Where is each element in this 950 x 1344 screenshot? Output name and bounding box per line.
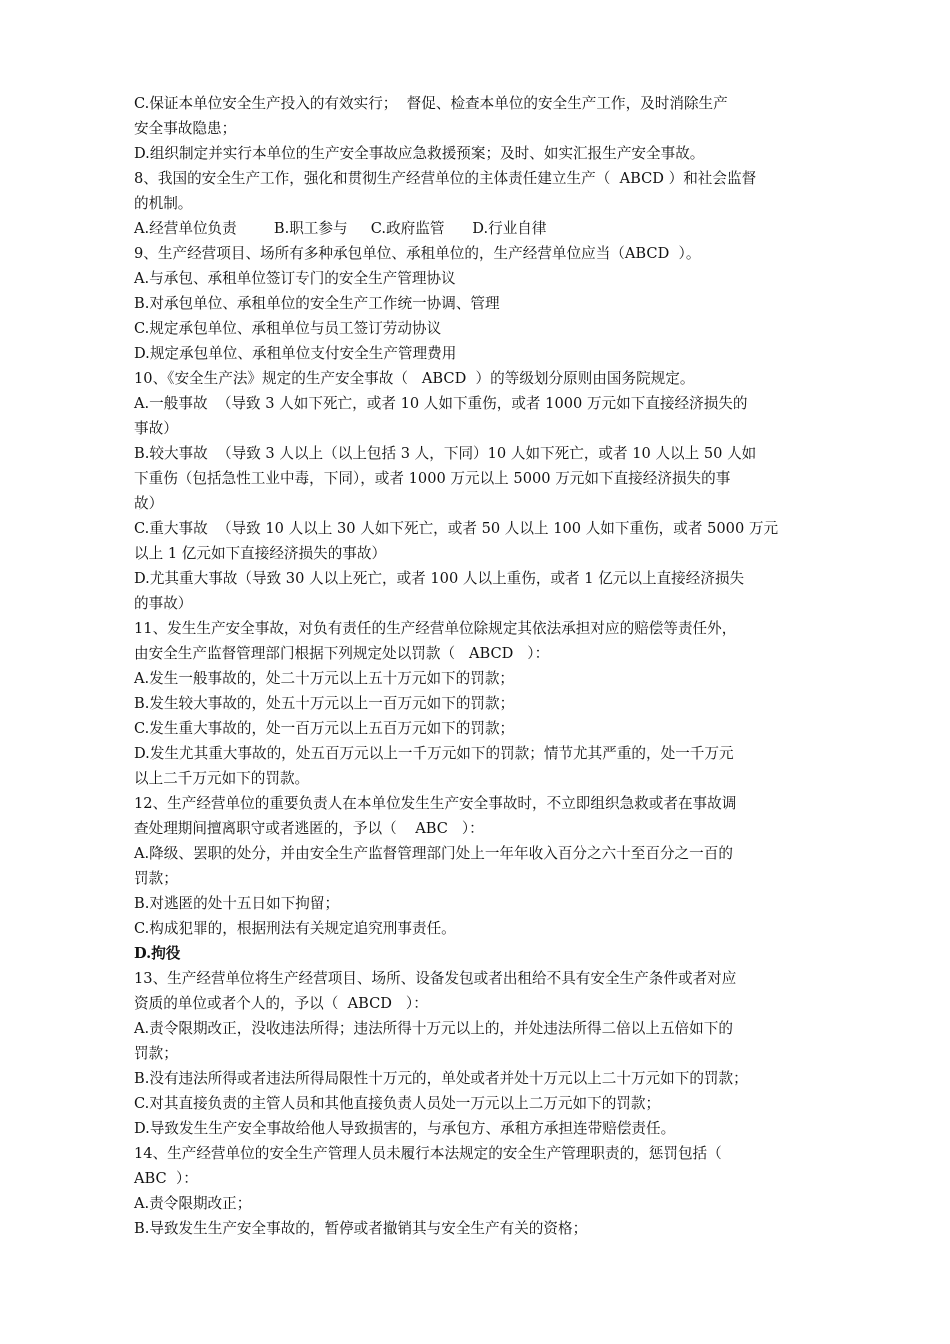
text-line: A.责令限期改正； bbox=[134, 1195, 252, 1212]
text-line: C.发生重大事故的，处一百万元以上五百万元如下的罚款； bbox=[134, 720, 515, 737]
question-10-line: 10、《安全生产法》规定的生产安全事故（ ABCD ）的等级划分原则由国务院规定。 bbox=[134, 370, 695, 387]
text-line: A.责令限期改正，没收违法所得；违法所得十万元以上的，并处违法所得二倍以上五倍如下的 bbox=[134, 1020, 733, 1037]
text-line: 事故） bbox=[134, 420, 178, 437]
question-13-line: 13、生产经营单位将生产经营项目、场所、设备发包或者出租给不具有安全生产条件或者对应 bbox=[134, 970, 737, 987]
text-line: B.较大事故 （导致 3 人以上（以上包括 3 人，下同）10 人如下死亡，或者 10 人以上 50 人如 bbox=[134, 445, 757, 462]
text-line: C.构成犯罪的，根据刑法有关规定追究刑事责任。 bbox=[134, 920, 456, 937]
question-9-line: 9、生产经营项目、场所有多种承包单位、承租单位的，生产经营单位应当（ABCD ）。 bbox=[134, 245, 701, 262]
text-line: D.尤其重大事故（导致 30 人以上死亡，或者 100 人以上重伤，或者 1 亿元以上直接经济损失 bbox=[134, 570, 745, 587]
text-line: C.重大事故 （导致 10 人以上 30 人如下死亡，或者 50 人以上 100 人如下重伤，或者 5000 万元 bbox=[134, 520, 779, 537]
text-line: A.经营单位负责 B.职工参与 C.政府监管 D.行业自律 bbox=[134, 220, 547, 237]
question-8-line: 8、我国的安全生产工作，强化和贯彻生产经营单位的主体责任建立生产（ ABCD ）和社会监督 bbox=[134, 170, 757, 187]
text-line: 由安全生产监督管理部门根据下列规定处以罚款（ ABCD ）： bbox=[134, 645, 550, 662]
text-line: B.发生较大事故的，处五十万元以上一百万元如下的罚款； bbox=[134, 695, 515, 712]
text-line: B.对承包单位、承租单位的安全生产工作统一协调、管理 bbox=[134, 295, 500, 312]
text-line: B.导致发生生产安全事故的，暂停或者撤销其与安全生产有关的资格； bbox=[134, 1220, 588, 1237]
text-line: 安全事故隐患； bbox=[134, 120, 237, 137]
text-line: 故） bbox=[134, 495, 164, 512]
text-line: D.导致发生生产安全事故给他人导致损害的，与承包方、承租方承担连带赔偿责任。 bbox=[134, 1120, 676, 1137]
text-line: C.规定承包单位、承租单位与员工签订劳动协议 bbox=[134, 320, 442, 337]
question-11-line: 11、发生生产安全事故，对负有责任的生产经营单位除规定其依法承担对应的赔偿等责任外， bbox=[134, 620, 737, 637]
text-line: B.对逃匿的处十五日如下拘留； bbox=[134, 895, 340, 912]
text-line: 的机制。 bbox=[134, 195, 193, 212]
text-line: B.没有违法所得或者违法所得局限性十万元的，单处或者并处十万元以上二十万元如下的罚款； bbox=[134, 1070, 748, 1087]
question-14-line: 14、生产经营单位的安全生产管理人员未履行本法规定的安全生产管理职责的，惩罚包括（ bbox=[134, 1145, 722, 1162]
document-page bbox=[134, 91, 834, 1241]
text-line: D.规定承包单位、承租单位支付安全生产管理费用 bbox=[134, 345, 457, 362]
text-line: A.与承包、承租单位签订专门的安全生产管理协议 bbox=[134, 270, 456, 287]
text-line: 的事故） bbox=[134, 595, 193, 612]
text-line: 以上 1 亿元如下直接经济损失的事故） bbox=[134, 545, 387, 562]
text-line: 以上二千万元如下的罚款。 bbox=[134, 770, 310, 787]
text-line: 查处理期间擅离职守或者逃匿的，予以（ ABC ）： bbox=[134, 820, 484, 837]
text-line: 下重伤（包括急性工业中毒，下同），或者 1000 万元以上 5000 万元如下直接经济损失的事 bbox=[134, 470, 731, 487]
text-line: A.一般事故 （导致 3 人如下死亡，或者 10 人如下重伤，或者 1000 万元如下直接经济损失的 bbox=[134, 395, 748, 412]
text-line: 罚款； bbox=[134, 870, 178, 887]
question-12-line: 12、生产经营单位的重要负责人在本单位发生生产安全事故时，不立即组织急救或者在事故调 bbox=[134, 795, 737, 812]
text-line: D.拘役 bbox=[134, 945, 181, 962]
text-line: ABC ）： bbox=[134, 1170, 198, 1187]
text-line: A.发生一般事故的，处二十万元以上五十万元如下的罚款； bbox=[134, 670, 515, 687]
text-line: C.保证本单位安全生产投入的有效实行； 督促、检查本单位的安全生产工作，及时消除生产 bbox=[134, 95, 728, 112]
text-line: 罚款； bbox=[134, 1045, 178, 1062]
text-line: D.发生尤其重大事故的，处五百万元以上一千万元如下的罚款；情节尤其严重的，处一千万元 bbox=[134, 745, 734, 762]
text-line: D.组织制定并实行本单位的生产安全事故应急救援预案；及时、如实汇报生产安全事故。 bbox=[134, 145, 705, 162]
text-line: C.对其直接负责的主管人员和其他直接负责人员处一万元以上二万元如下的罚款； bbox=[134, 1095, 661, 1112]
text-line: 资质的单位或者个人的，予以（ ABCD ）： bbox=[134, 995, 428, 1012]
text-line: A.降级、罢职的处分，并由安全生产监督管理部门处上一年年收入百分之六十至百分之一百的 bbox=[134, 845, 733, 862]
